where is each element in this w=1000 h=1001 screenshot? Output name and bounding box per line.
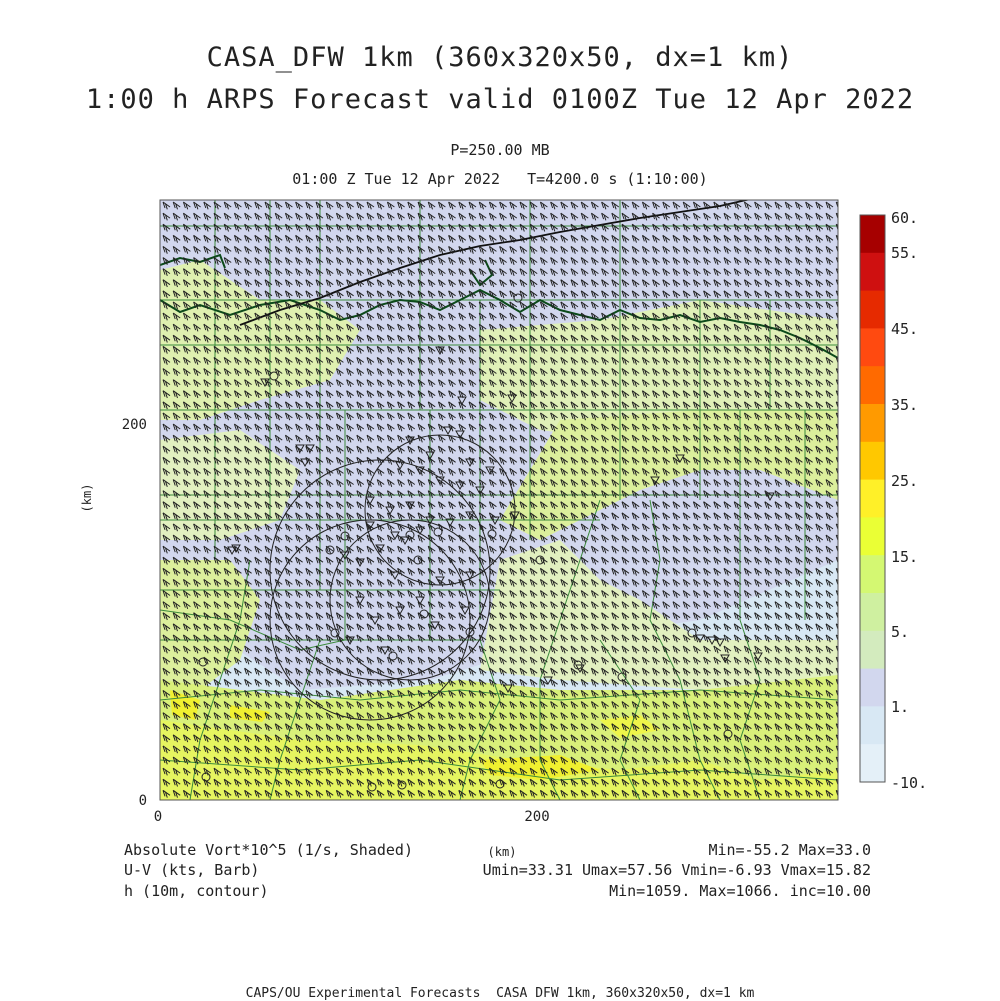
footer-credit: CAPS/OU Experimental Forecasts CASA DFW 1km, 360x320x50, dx=1 km bbox=[245, 986, 755, 1001]
colorbar-swatch bbox=[860, 555, 885, 593]
colorbar-labels bbox=[891, 209, 927, 792]
colorbar-swatch bbox=[860, 593, 885, 631]
legend-vorticity-stats: Min=-55.2 Max=33.0 bbox=[708, 841, 871, 859]
figure-title: CASA_DFW 1km (360x320x50, dx=1 km) bbox=[206, 42, 794, 73]
colorbar-swatch bbox=[860, 215, 885, 253]
colorbar-swatch bbox=[860, 328, 885, 366]
colorbar-label: -10. bbox=[891, 774, 928, 792]
legend-height-stats: Min=1059. Max=1066. inc=10.00 bbox=[609, 882, 871, 900]
figure-subtitle: 1:00 h ARPS Forecast valid 0100Z Tue 12 Apr 2022 bbox=[85, 84, 915, 115]
x-axis-unit: (km) bbox=[487, 845, 517, 859]
colorbar-swatch bbox=[860, 253, 885, 291]
legend-field-wind: U-V (kts, Barb) bbox=[124, 861, 260, 879]
colorbar-label: 25. bbox=[891, 472, 919, 490]
colorbar-label: 35. bbox=[891, 396, 919, 414]
colorbar-label: 5. bbox=[891, 623, 910, 641]
legend-field-height: h (10m, contour) bbox=[124, 882, 269, 900]
colorbar-label: 55. bbox=[891, 244, 919, 262]
y-tick-label: 0 bbox=[138, 793, 147, 809]
colorbar-swatch bbox=[860, 442, 885, 480]
y-axis bbox=[80, 417, 147, 809]
colorbar-swatch bbox=[860, 517, 885, 555]
x-tick-label: 200 bbox=[524, 809, 550, 825]
colorbar-swatch bbox=[860, 480, 885, 518]
colorbar-swatch bbox=[860, 404, 885, 442]
colorbar-swatch bbox=[860, 366, 885, 404]
colorbar-label: 60. bbox=[891, 209, 919, 227]
colorbar-label: 1. bbox=[891, 698, 910, 716]
colorbar-swatch bbox=[860, 744, 885, 782]
valid-time-line: 01:00 Z Tue 12 Apr 2022 T=4200.0 s (1:10:00) bbox=[292, 170, 708, 188]
y-axis-unit: (km) bbox=[80, 483, 94, 513]
x-tick-label: 0 bbox=[153, 809, 163, 825]
colorbar bbox=[860, 215, 885, 783]
colorbar-label: 45. bbox=[891, 320, 919, 338]
y-tick-label: 200 bbox=[121, 417, 147, 433]
colorbar-swatch bbox=[860, 631, 885, 669]
legend-field-vorticity: Absolute Vort*10^5 (1/s, Shaded) bbox=[124, 841, 413, 859]
colorbar-swatch bbox=[860, 669, 885, 707]
colorbar-swatch bbox=[860, 706, 885, 744]
legend-wind-stats: Umin=33.31 Umax=57.56 Vmin=-6.93 Vmax=15.82 bbox=[482, 861, 871, 879]
colorbar-swatch bbox=[860, 291, 885, 329]
pressure-level: P=250.00 MB bbox=[450, 141, 550, 159]
shaded-vorticity-field bbox=[160, 200, 838, 800]
colorbar-label: 15. bbox=[891, 548, 919, 566]
